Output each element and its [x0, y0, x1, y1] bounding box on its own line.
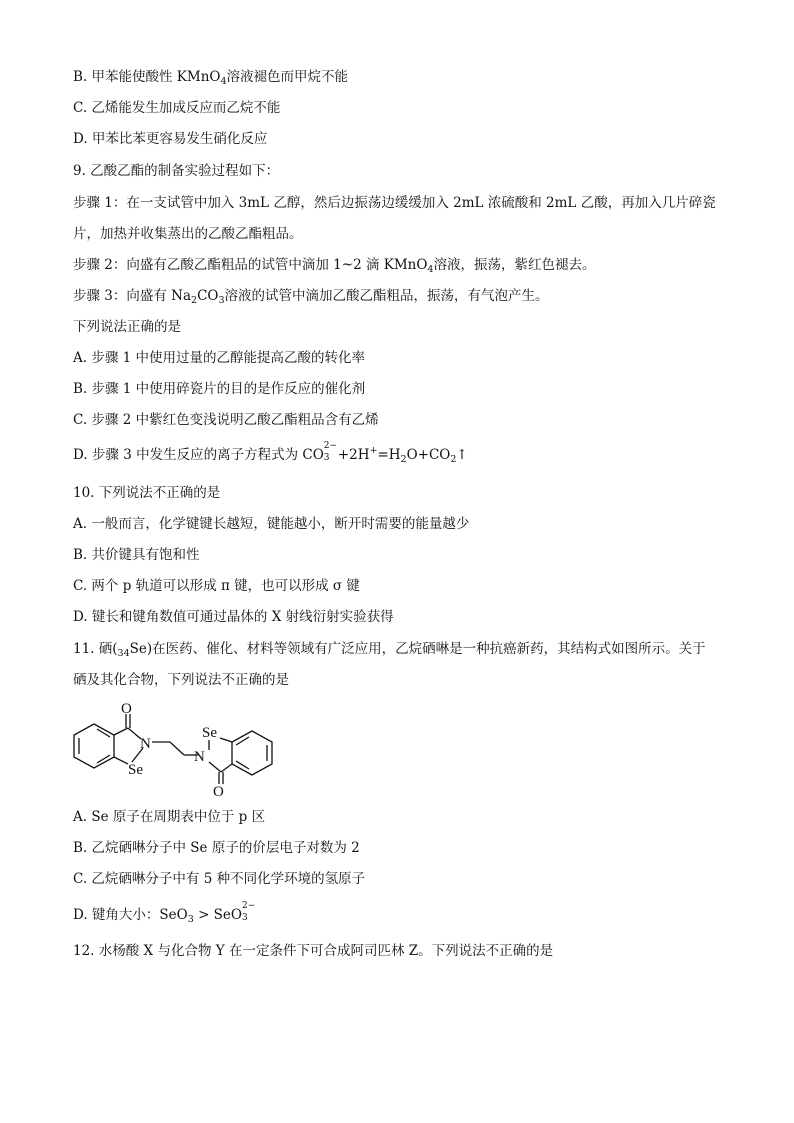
subscript: 2 [450, 454, 457, 465]
double-bond [97, 755, 110, 763]
q9-option-a: A. 步骤 1 中使用过量的乙醇能提高乙酸的转化率 [73, 350, 366, 366]
q8-option-d: D. 甲苯比苯更容易发生硝化反应 [73, 131, 268, 147]
q9-stem: 9. 乙酸乙酯的制备实验过程如下： [73, 163, 280, 179]
q9-ask: 下列说法正确的是 [73, 319, 181, 335]
superscript: + [369, 445, 378, 456]
subscript: 2 [400, 454, 407, 465]
q11-option-c: C. 乙烷硒啉分子中有 5 种不同化学环境的氢原子 [73, 871, 366, 887]
atom-o-left: O [121, 701, 132, 717]
subscript: 4 [427, 264, 434, 275]
q10-option-c: C. 两个 p 轨道可以形成 π 键，也可以形成 σ 键 [73, 578, 360, 594]
q9-step1-line2: 片，加热并收集蒸出的乙酸乙酯粗品。 [73, 226, 303, 242]
q9-step3-tail: 溶液的试管中滴加乙酸乙酯粗品，振荡，有气泡产生。 [224, 288, 549, 304]
bond [209, 762, 221, 772]
ion-charge [323, 441, 338, 463]
subscript: 3 [323, 453, 330, 463]
q9-option-c: C. 步骤 2 中紫红色变浅说明乙酸乙酯粗品含有乙烯 [73, 412, 379, 428]
q8-option-b-text: B. 甲苯能使酸性 KMnO [73, 69, 221, 85]
q8-option-b-tail: 溶液褪色而甲烷不能 [226, 69, 349, 85]
q9-step3-mid: CO [197, 288, 219, 304]
q9-step2-text: 步骤 2：向盛有乙酸乙酯粗品的试管中滴加 1~2 滴 KMnO [73, 257, 428, 273]
q9-option-d-h: +2H [337, 447, 370, 463]
q9-step3-text: 步骤 3：向盛有 Na [73, 288, 192, 304]
q9-option-b: B. 步骤 1 中使用碎瓷片的目的是作反应的催化剂 [73, 381, 366, 397]
q11-option-d-text: D. 键角大小：SeO [73, 907, 188, 923]
bond [221, 764, 232, 772]
q11-stem-tail: Se)在医药、催化、材料等领域有广泛应用，乙烷硒啉是一种抗癌新药，其结构式如图所示。关于 [129, 641, 706, 657]
q9-option-d-products: O+CO [406, 447, 451, 463]
q9-option-d-text: D. 步骤 3 中发生反应的离子方程式为 CO [73, 447, 324, 463]
q11-option-d-compare: > SeO [193, 907, 242, 923]
q9-step2 [73, 256, 595, 276]
bond [170, 742, 184, 755]
q9-option-d [73, 441, 468, 466]
q8-option-c: C. 乙烯能发生加成反应而乙烷不能 [73, 100, 281, 116]
ethaselen-structure [66, 700, 286, 800]
subscript: 3 [187, 914, 194, 925]
q9-step1-line1: 步骤 1：在一支试管中加入 3mL 乙醇，然后边振荡边缓缓加入 2mL 浓硫酸和 2mL 乙酸，再加入几片碎瓷 [73, 195, 716, 211]
q10-stem: 10. 下列说法不正确的是 [73, 485, 221, 501]
atom-se-right: Se [202, 725, 217, 741]
atom-se-left: Se [128, 762, 143, 778]
superscript: 2− [241, 901, 256, 911]
q11-stem-text: 11. 硒( [73, 641, 118, 657]
superscript: 2− [323, 441, 338, 451]
subscript: 4 [220, 76, 227, 87]
q11-option-a: A. Se 原子在周期表中位于 p 区 [73, 809, 266, 825]
subscript: 34 [117, 648, 130, 659]
bond [114, 757, 128, 764]
q10-option-d: D. 键长和键角数值可通过晶体的 X 射线衍射实验获得 [73, 609, 394, 625]
q11-option-b: B. 乙烷硒啉分子中 Se 原子的价层电子对数为 2 [73, 840, 360, 856]
subscript: 3 [241, 913, 248, 923]
subscript: 3 [218, 295, 225, 306]
q9-option-d-eq: =H [377, 447, 401, 463]
q12-stem: 12. 水杨酸 X 与化合物 Y 在一定条件下可合成阿司匹林 Z。下列说法不正确的是 [73, 943, 554, 959]
q10-option-a: A. 一般而言，化学键键长越短，键能越小，断开时需要的能量越少 [73, 516, 470, 532]
q11-stem-line2: 硒及其化合物，下列说法不正确的是 [73, 672, 289, 688]
q8-option-b [73, 68, 348, 88]
ion-charge [241, 901, 256, 923]
right-benzene-ring [232, 731, 272, 775]
atom-n-right: N [194, 749, 205, 765]
left-benzene-ring [74, 724, 114, 768]
double-bond [97, 729, 110, 737]
atom-o-right: O [213, 784, 224, 800]
subscript: 2 [191, 295, 198, 306]
q11-option-d [73, 901, 256, 926]
bond [220, 738, 232, 742]
q9-step2-tail: 溶液，振荡，紫红色褪去。 [433, 257, 596, 273]
bond [114, 728, 128, 735]
q11-stem-line1 [73, 640, 706, 660]
q10-option-b: B. 共价键具有饱和性 [73, 547, 200, 563]
q9-step3 [73, 287, 549, 307]
atom-n-left: N [140, 736, 151, 752]
gas-arrow-icon: ↑ [456, 447, 468, 463]
